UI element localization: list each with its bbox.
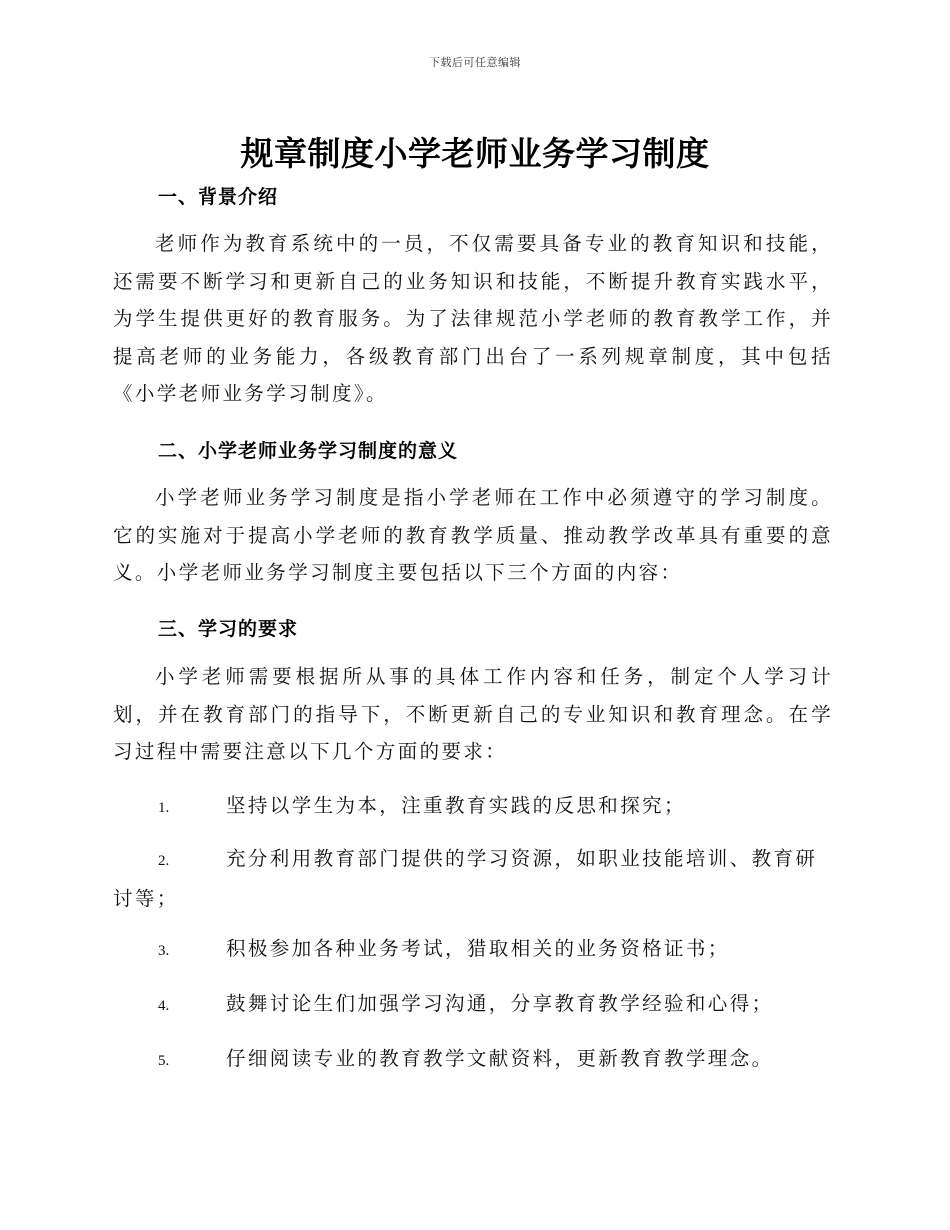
section-heading-significance: 二、小学老师业务学习制度的意义 <box>158 440 459 462</box>
list-text: 仔细阅读专业的教育教学文献资料，更新教育教学理念。 <box>226 1047 774 1070</box>
list-text: 鼓舞讨论生们加强学习沟通，分享教育教学经验和心得； <box>226 992 774 1015</box>
list-number: 5. <box>158 1053 170 1069</box>
list-number: 4. <box>158 998 170 1014</box>
list-text: 坚持以学生为本，注重教育实践的反思和探究； <box>226 794 686 817</box>
list-number: 3. <box>158 943 170 959</box>
list-item <box>113 1040 833 1080</box>
header-note: 下载后可任意编辑 <box>429 56 521 69</box>
document-title: 规章制度小学老师业务学习制度 <box>240 134 710 173</box>
list-number: 1. <box>158 800 170 816</box>
list-number: 2. <box>158 853 170 869</box>
list-item <box>113 930 833 970</box>
list-item <box>113 787 833 827</box>
list-text: 充分利用教育部门提供的学习资源，如职业技能培训、教育研讨等； <box>113 847 818 910</box>
list-text: 积极参加各种业务考试，猎取相关的业务资格证书； <box>226 937 730 960</box>
list-item <box>113 840 833 917</box>
section-paragraph-requirements: 小学老师需要根据所从事的具体工作内容和任务，制定个人学习计划，并在教育部门的指导下，不断更新自己的专业知识和教育理念。在学习过程中需要注意以下几个方面的要求： <box>113 665 833 763</box>
section-paragraph-background: 老师作为教育系统中的一员，不仅需要具备专业的教育知识和技能，还需要不断学习和更新自己的业务知识和技能，不断提升教育实践水平，为学生提供更好的教育服务。为了法律规范小学老师的教育教学工作，并提高老师的业务能力，各级教育部门出台了一系列规章制度，其中包括《小学老师业务学习制度》。 <box>113 232 833 405</box>
section-heading-background: 一、背景介绍 <box>158 186 279 208</box>
section-paragraph-significance: 小学老师业务学习制度是指小学老师在工作中必须遵守的学习制度。它的实施对于提高小学老师的教育教学质量、推动教学改革具有重要的意义。小学老师业务学习制度主要包括以下三个方面的内容： <box>113 486 833 584</box>
section-heading-requirements: 三、学习的要求 <box>158 618 299 640</box>
list-item <box>113 985 833 1025</box>
